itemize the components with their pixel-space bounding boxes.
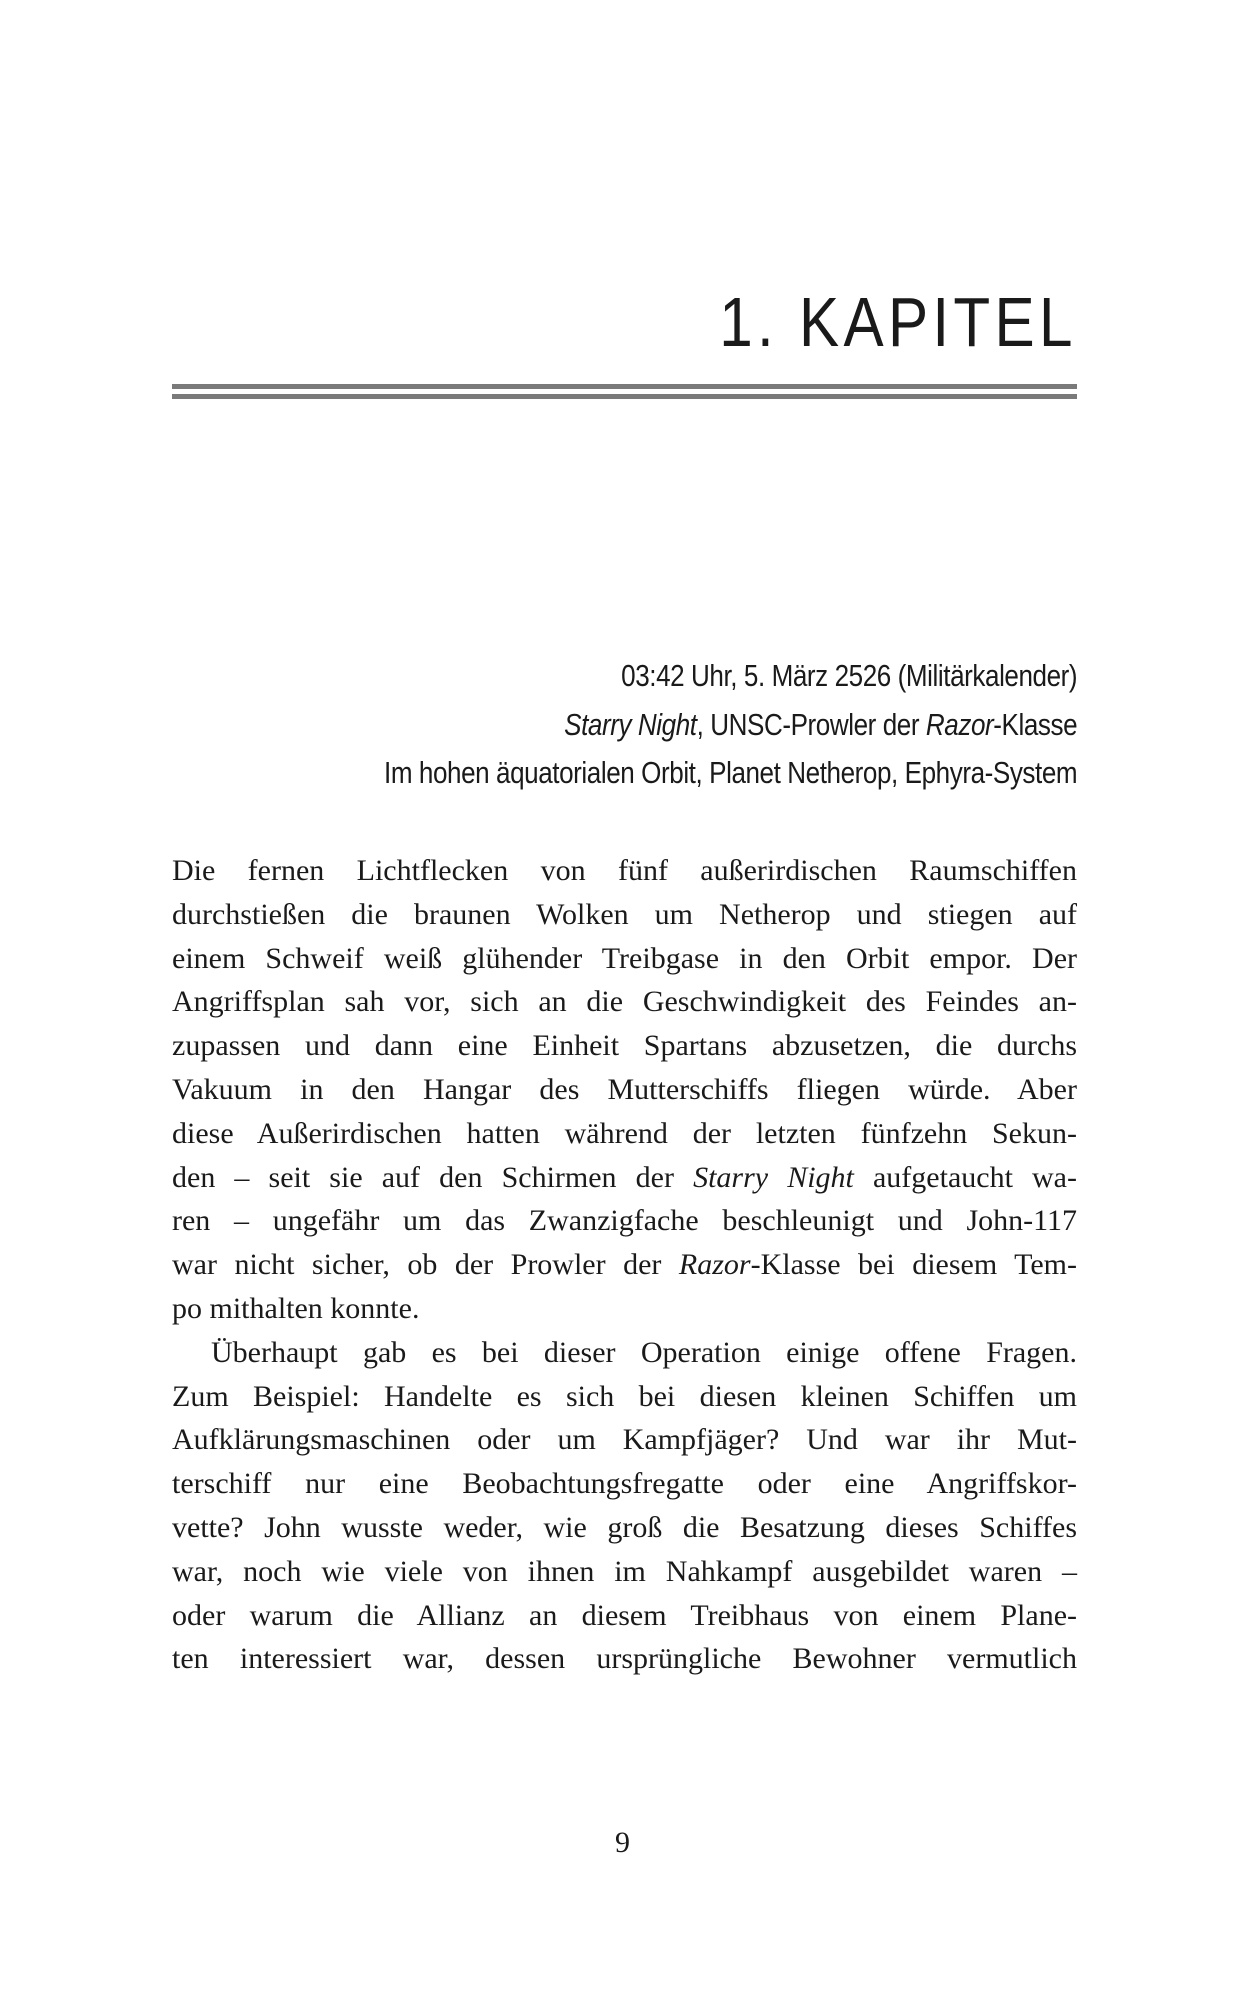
text-line bbox=[172, 1462, 1077, 1506]
body-text bbox=[172, 849, 1077, 1681]
text-segment: war nicht sicher, ob der Prowler der bbox=[172, 1248, 679, 1282]
text-line bbox=[172, 1024, 1077, 1068]
text-segment: Aufklärungsmaschinen oder um Kampfjäger? Und war ihr Mut- bbox=[172, 1423, 1077, 1457]
text-line bbox=[172, 937, 1077, 981]
dateline-text: , UNSC-Prowler der bbox=[696, 706, 926, 742]
italic-text: Starry Night bbox=[693, 1160, 854, 1194]
title-rule-bottom bbox=[172, 394, 1077, 399]
text-line bbox=[172, 1418, 1077, 1462]
text-segment: war, noch wie viele von ihnen im Nahkampf ausgebildet waren – bbox=[172, 1554, 1077, 1588]
italic-text: Razor bbox=[678, 1248, 751, 1282]
dateline-text: Im hohen äquatorialen Orbit, Planet Netherop, Ephyra-System bbox=[383, 755, 1077, 790]
chapter-dateline bbox=[252, 652, 1077, 798]
text-line bbox=[172, 849, 1077, 893]
text-segment: Zum Beispiel: Handelte es sich bei diesen kleinen Schiffen um bbox=[172, 1379, 1077, 1413]
dateline-italic-text: Starry Night bbox=[563, 706, 697, 742]
dateline-line bbox=[384, 701, 1077, 750]
dateline-line bbox=[384, 749, 1077, 798]
text-segment: aufgetaucht wa- bbox=[853, 1160, 1077, 1194]
text-line bbox=[172, 1550, 1077, 1594]
page-number: 9 bbox=[615, 1826, 630, 1859]
text-segment: -Klasse bei diesem Tem- bbox=[750, 1248, 1077, 1282]
text-segment: terschiff nur eine Beobachtungsfregatte oder eine Angriffskor- bbox=[172, 1467, 1077, 1501]
text-line bbox=[172, 1506, 1077, 1550]
text-segment: Die fernen Lichtflecken von fünf außerirdischen Raumschiffen bbox=[172, 854, 1077, 887]
text-segment: zupassen und dann eine Einheit Spartans abzusetzen, die durchs bbox=[172, 1029, 1077, 1063]
text-line bbox=[172, 1156, 1077, 1200]
text-line bbox=[172, 1375, 1077, 1419]
text-line bbox=[172, 1199, 1077, 1243]
text-segment: oder warum die Allianz an diesem Treibhaus von einem Plane- bbox=[172, 1598, 1077, 1632]
title-rule-top bbox=[172, 384, 1077, 389]
text-segment: Angriffsplan sah vor, sich an die Geschwindigkeit des Feindes an- bbox=[172, 985, 1077, 1019]
text-segment: diese Außerirdischen hatten während der letzten fünfzehn Sekun- bbox=[172, 1116, 1077, 1150]
text-segment: den – seit sie auf den Schirmen der bbox=[172, 1160, 694, 1194]
text-segment: vette? John wusste weder, wie groß die Besatzung dieses Schiffes bbox=[172, 1510, 1077, 1544]
text-line bbox=[172, 1068, 1077, 1112]
text-segment: Vakuum in den Hangar des Mutterschiffs fliegen würde. Aber bbox=[172, 1072, 1077, 1106]
chapter-title: 1. KAPITEL bbox=[719, 283, 1077, 361]
text-segment: einem Schweif weiß glühender Treibgase in den Orbit empor. Der bbox=[172, 941, 1077, 975]
text-segment: ren – ungefähr um das Zwanzigfache beschleunigt und John-117 bbox=[172, 1204, 1077, 1238]
text-line bbox=[172, 1287, 1077, 1331]
text-line bbox=[172, 893, 1077, 937]
dateline-line bbox=[384, 652, 1077, 701]
dateline-text: 03:42 Uhr, 5. März 2526 (Militärkalender) bbox=[620, 658, 1077, 693]
text-line bbox=[172, 1243, 1077, 1287]
text-line bbox=[172, 1637, 1077, 1681]
dateline-text: -Klasse bbox=[993, 706, 1077, 742]
text-line bbox=[172, 980, 1077, 1024]
text-segment: durchstießen die braunen Wolken um Netherop und stiegen auf bbox=[172, 897, 1077, 931]
text-segment: Überhaupt gab es bei dieser Operation einige offene Fragen. bbox=[211, 1335, 1077, 1369]
dateline-italic-text: Razor bbox=[925, 706, 994, 742]
text-line bbox=[172, 1594, 1077, 1638]
text-line bbox=[172, 1112, 1077, 1156]
text-line bbox=[172, 1331, 1077, 1375]
text-segment: ten interessiert war, dessen ursprüngliche Bewohner vermutlich bbox=[172, 1642, 1077, 1676]
text-segment: po mithalten konnte. bbox=[172, 1291, 420, 1325]
